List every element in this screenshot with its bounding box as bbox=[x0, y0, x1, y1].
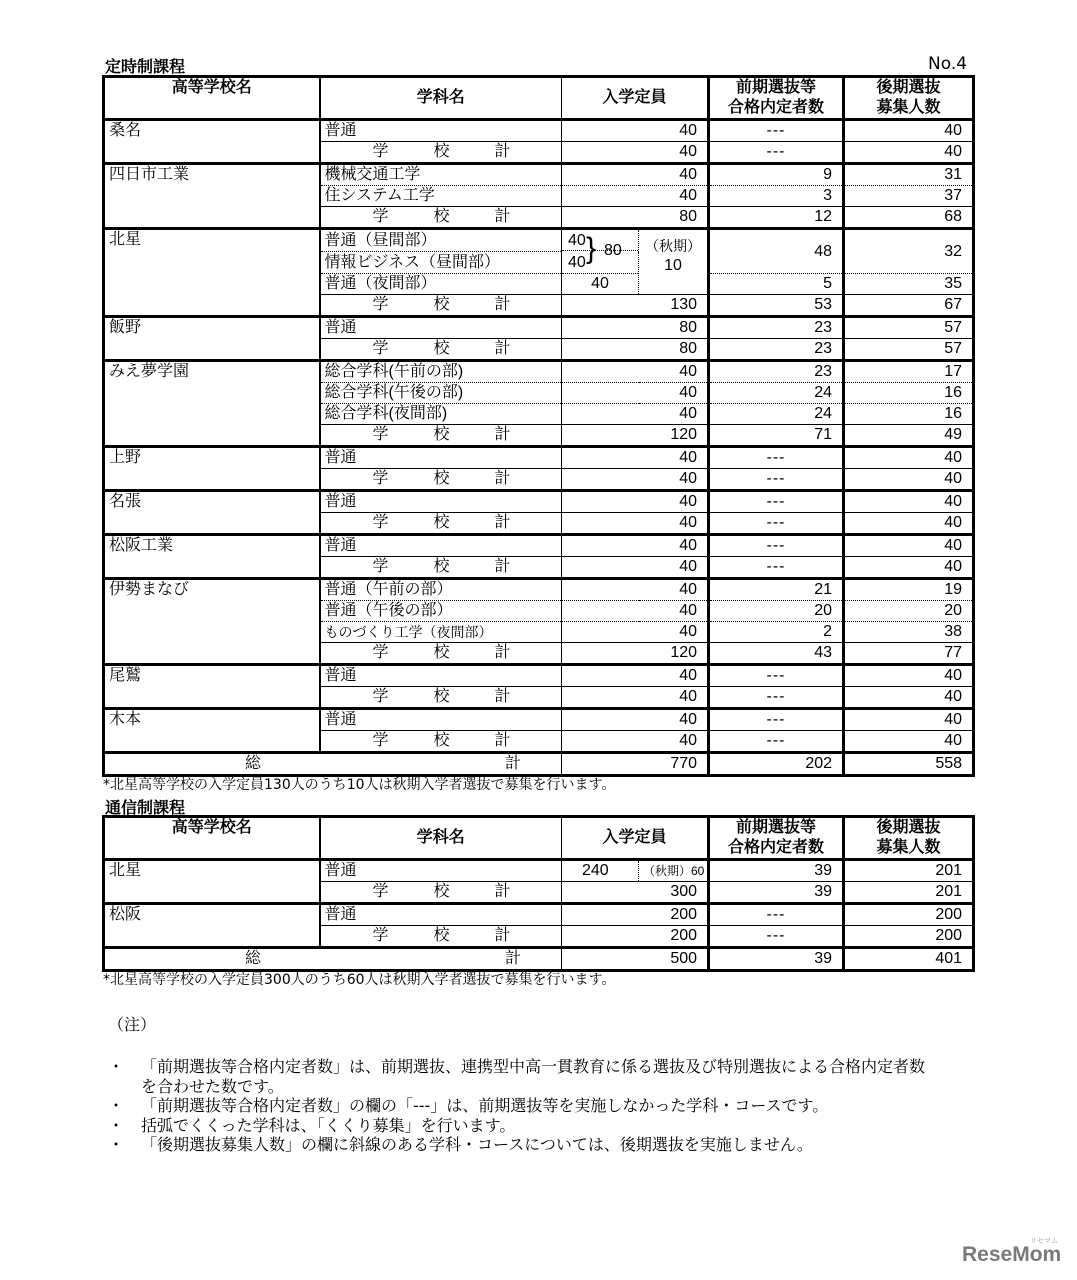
subtotal-label: 学校計 bbox=[320, 295, 562, 317]
brace-icon: } bbox=[586, 232, 597, 265]
table-row bbox=[104, 535, 974, 557]
early-value: 5 bbox=[709, 274, 844, 295]
late-value: 40 bbox=[844, 535, 974, 557]
subtotal-label: 学校計 bbox=[320, 882, 562, 904]
grand-total-label bbox=[104, 753, 562, 776]
autumn-capacity-cell bbox=[639, 229, 709, 295]
table-row bbox=[104, 579, 974, 601]
table-row bbox=[104, 904, 974, 926]
page-number: No.4 bbox=[928, 54, 968, 74]
dept-name: 普通 bbox=[320, 665, 562, 687]
late-value: 37 bbox=[844, 186, 974, 207]
subtotal-capacity: 40 bbox=[562, 142, 709, 164]
subtotal-early: --- bbox=[709, 687, 844, 709]
school-name: みえ夢学園 bbox=[104, 361, 320, 447]
dept-name: 普通 bbox=[320, 860, 562, 882]
header-late-line2: 募集人数 bbox=[876, 839, 941, 856]
early-value: --- bbox=[709, 709, 844, 731]
dept-name: 普通（午前の部） bbox=[320, 579, 562, 601]
table-row bbox=[104, 317, 974, 339]
late-value: 40 bbox=[844, 709, 974, 731]
resemom-logo: ReseMom bbox=[962, 1243, 1062, 1266]
school-name: 桑名 bbox=[104, 120, 320, 164]
subtotal-early: 12 bbox=[709, 207, 844, 229]
early-value: --- bbox=[709, 120, 844, 142]
header-dept: 学科名 bbox=[320, 817, 562, 860]
total-early: 39 bbox=[709, 948, 844, 971]
dept-name: 普通（昼間部） bbox=[320, 229, 562, 252]
subtotal-label: 学校計 bbox=[320, 557, 562, 579]
subtotal-capacity: 40 bbox=[562, 513, 709, 535]
dept-name: 普通 bbox=[320, 317, 562, 339]
table-row bbox=[104, 229, 974, 252]
school-name: 北星 bbox=[104, 860, 320, 904]
late-value: 201 bbox=[844, 860, 974, 882]
school-name: 木本 bbox=[104, 709, 320, 753]
school-name: 伊勢まなび bbox=[104, 579, 320, 665]
subtotal-early: --- bbox=[709, 557, 844, 579]
header-early-line1: 前期選抜等 bbox=[736, 79, 817, 96]
table-row bbox=[104, 164, 974, 186]
dept-name: 情報ビジネス（昼間部） bbox=[320, 252, 562, 274]
header-early bbox=[709, 817, 844, 860]
dept-name: 普通（夜間部） bbox=[320, 274, 562, 295]
school-name: 四日市工業 bbox=[104, 164, 320, 229]
late-value: 17 bbox=[844, 361, 974, 383]
late-value: 32 bbox=[844, 229, 974, 274]
total-label-right: 計 bbox=[505, 950, 522, 967]
subtotal-early: --- bbox=[709, 731, 844, 753]
subtotal-capacity: 40 bbox=[562, 731, 709, 753]
subtotal-label: 学校計 bbox=[320, 731, 562, 753]
late-value: 200 bbox=[844, 904, 974, 926]
bundle-capacity: 80 bbox=[604, 242, 622, 259]
total-label-right: 計 bbox=[505, 755, 522, 772]
autumn-capacity: （秋期）60 bbox=[639, 860, 709, 882]
subtotal-early: 39 bbox=[709, 882, 844, 904]
table-header-row bbox=[104, 77, 974, 120]
subtotal-late: 49 bbox=[844, 425, 974, 447]
total-label-left: 総 bbox=[245, 755, 262, 772]
note-item bbox=[108, 1135, 931, 1155]
subtotal-capacity: 120 bbox=[562, 643, 709, 665]
dept-name: 総合学科(午後の部) bbox=[320, 383, 562, 404]
note-text: 「前期選抜等合格内定者数」は、前期選抜、連携型中高一貫教育に係る選抜及び特別選抜による合格内定者数を合わせた数です。 bbox=[141, 1057, 926, 1096]
header-early-line1: 前期選抜等 bbox=[736, 819, 817, 836]
school-name: 松阪工業 bbox=[104, 535, 320, 579]
section-title-part-time: 定時制課程 bbox=[105, 57, 186, 76]
subtotal-early: 23 bbox=[709, 339, 844, 361]
capacity-value: 240 bbox=[562, 860, 639, 882]
header-dept: 学科名 bbox=[320, 77, 562, 120]
header-school: 高等学校名 bbox=[104, 77, 320, 120]
late-value: 20 bbox=[844, 601, 974, 622]
header-early-line2: 合格内定者数 bbox=[728, 99, 825, 116]
subtotal-label: 学校計 bbox=[320, 339, 562, 361]
dept-name: 普通 bbox=[320, 535, 562, 557]
table-header-row bbox=[104, 817, 974, 860]
capacity-value: 40 bbox=[562, 535, 709, 557]
early-value: 9 bbox=[709, 164, 844, 186]
header-late-line1: 後期選抜 bbox=[876, 79, 941, 96]
subtotal-early: --- bbox=[709, 513, 844, 535]
school-name: 名張 bbox=[104, 491, 320, 535]
early-value: --- bbox=[709, 904, 844, 926]
dept-name: 普通 bbox=[320, 447, 562, 469]
late-value: 40 bbox=[844, 491, 974, 513]
subtotal-capacity: 300 bbox=[562, 882, 709, 904]
subtotal-label: 学校計 bbox=[320, 207, 562, 229]
header-school: 高等学校名 bbox=[104, 817, 320, 860]
capacity-value: 200 bbox=[562, 904, 709, 926]
subtotal-capacity: 80 bbox=[562, 339, 709, 361]
capacity-value: 40 bbox=[562, 579, 709, 601]
header-late-line1: 後期選抜 bbox=[876, 819, 941, 836]
late-value: 40 bbox=[844, 665, 974, 687]
dept-name: 普通 bbox=[320, 709, 562, 731]
note-text: 括弧でくくった学科は、「くくり募集」を行います。 bbox=[141, 1115, 516, 1135]
school-name: 尾鷲 bbox=[104, 665, 320, 709]
subtotal-capacity: 40 bbox=[562, 557, 709, 579]
bullet-icon: ・ bbox=[108, 1135, 125, 1154]
dept-name: 総合学科(午前の部) bbox=[320, 361, 562, 383]
subtotal-early: 71 bbox=[709, 425, 844, 447]
capacity-value: 40 bbox=[562, 274, 639, 295]
subtotal-label: 学校計 bbox=[320, 926, 562, 948]
subtotal-late: 40 bbox=[844, 557, 974, 579]
late-value: 31 bbox=[844, 164, 974, 186]
subtotal-late: 40 bbox=[844, 731, 974, 753]
capacity-value: 40 bbox=[562, 404, 709, 425]
bullet-icon: ・ bbox=[108, 1115, 125, 1135]
grand-total-row bbox=[104, 948, 974, 971]
subtotal-late: 40 bbox=[844, 142, 974, 164]
late-value: 40 bbox=[844, 120, 974, 142]
early-value: 23 bbox=[709, 361, 844, 383]
header-late bbox=[844, 817, 974, 860]
subtotal-late: 200 bbox=[844, 926, 974, 948]
subtotal-early: --- bbox=[709, 142, 844, 164]
subtotal-late: 68 bbox=[844, 207, 974, 229]
school-name: 上野 bbox=[104, 447, 320, 491]
total-late: 401 bbox=[844, 948, 974, 971]
subtotal-capacity: 120 bbox=[562, 425, 709, 447]
early-value: --- bbox=[709, 535, 844, 557]
subtotal-label: 学校計 bbox=[320, 643, 562, 665]
total-capacity: 770 bbox=[562, 753, 709, 776]
capacity-value: 80 bbox=[562, 317, 709, 339]
table-row bbox=[104, 447, 974, 469]
dept-name: 普通 bbox=[320, 120, 562, 142]
note-text: 「後期選抜募集人数」の欄に斜線のある学科・コースについては、後期選抜を実施しません。 bbox=[141, 1135, 813, 1154]
capacity-value: 40 bbox=[562, 361, 709, 383]
capacity-value: 40 bbox=[562, 447, 709, 469]
subtotal-early: 43 bbox=[709, 643, 844, 665]
capacity-value: 40 bbox=[562, 601, 709, 622]
total-late: 558 bbox=[844, 753, 974, 776]
subtotal-capacity: 40 bbox=[562, 687, 709, 709]
subtotal-late: 40 bbox=[844, 469, 974, 491]
table-row bbox=[104, 860, 974, 882]
bullet-icon: ・ bbox=[108, 1057, 125, 1076]
subtotal-early: 53 bbox=[709, 295, 844, 317]
school-name: 北星 bbox=[104, 229, 320, 317]
dept-name: 普通 bbox=[320, 491, 562, 513]
note-text: 「前期選抜等合格内定者数」の欄の「---」は、前期選抜等を実施しなかった学科・コースです。 bbox=[141, 1096, 829, 1115]
school-name: 松阪 bbox=[104, 904, 320, 948]
early-value: 24 bbox=[709, 383, 844, 404]
note-item bbox=[108, 1116, 931, 1136]
capacity-value: 40 bbox=[562, 186, 709, 207]
table-row bbox=[104, 361, 974, 383]
subtotal-label: 学校計 bbox=[320, 425, 562, 447]
subtotal-late: 201 bbox=[844, 882, 974, 904]
school-name: 飯野 bbox=[104, 317, 320, 361]
footnote-correspondence: *北星高等学校の入学定員300人のうち60人は秋期入学者選抜で募集を行います。 bbox=[103, 972, 616, 988]
capacity-value: 40 bbox=[562, 383, 709, 404]
dept-name: 総合学科(夜間部) bbox=[320, 404, 562, 425]
early-value: --- bbox=[709, 491, 844, 513]
header-late-line2: 募集人数 bbox=[876, 99, 941, 116]
late-value: 16 bbox=[844, 383, 974, 404]
header-capacity: 入学定員 bbox=[562, 817, 709, 860]
early-value: 3 bbox=[709, 186, 844, 207]
table-row bbox=[104, 120, 974, 142]
total-early: 202 bbox=[709, 753, 844, 776]
late-value: 57 bbox=[844, 317, 974, 339]
subtotal-label: 学校計 bbox=[320, 687, 562, 709]
late-value: 40 bbox=[844, 447, 974, 469]
capacity-value: 40 bbox=[562, 164, 709, 186]
dept-name: 普通 bbox=[320, 904, 562, 926]
correspondence-table bbox=[102, 815, 975, 972]
header-early bbox=[709, 77, 844, 120]
subtotal-capacity: 80 bbox=[562, 207, 709, 229]
late-value: 35 bbox=[844, 274, 974, 295]
table-row bbox=[104, 491, 974, 513]
header-early-line2: 合格内定者数 bbox=[728, 839, 825, 856]
dept-name: 普通（午後の部） bbox=[320, 601, 562, 622]
early-value: 20 bbox=[709, 601, 844, 622]
note-item bbox=[108, 1057, 931, 1096]
subtotal-early: --- bbox=[709, 469, 844, 491]
capacity-value: 40 bbox=[568, 254, 586, 271]
capacity-value: 40 bbox=[562, 230, 638, 251]
dept-name: ものづくり工学（夜間部） bbox=[320, 622, 562, 643]
grand-total-row bbox=[104, 753, 974, 776]
early-value: 23 bbox=[709, 317, 844, 339]
subtotal-capacity: 130 bbox=[562, 295, 709, 317]
autumn-value: 10 bbox=[664, 257, 682, 274]
section-title-correspondence: 通信制課程 bbox=[105, 798, 186, 817]
header-capacity: 入学定員 bbox=[562, 77, 709, 120]
table-row bbox=[104, 665, 974, 687]
footnote-part-time: *北星高等学校の入学定員130人のうち10人は秋期入学者選抜で募集を行います。 bbox=[103, 777, 616, 793]
early-value: 39 bbox=[709, 860, 844, 882]
autumn-label: （秋期） bbox=[645, 238, 701, 254]
early-value: 2 bbox=[709, 622, 844, 643]
capacity-value: 40 bbox=[562, 120, 709, 142]
subtotal-early: --- bbox=[709, 926, 844, 948]
early-value: 24 bbox=[709, 404, 844, 425]
capacity-value: 40 bbox=[562, 491, 709, 513]
subtotal-late: 40 bbox=[844, 687, 974, 709]
dept-name: 機械交通工学 bbox=[320, 164, 562, 186]
early-value: --- bbox=[709, 447, 844, 469]
subtotal-capacity: 200 bbox=[562, 926, 709, 948]
header-late bbox=[844, 77, 974, 120]
subtotal-capacity: 40 bbox=[562, 469, 709, 491]
bullet-icon: ・ bbox=[108, 1096, 125, 1115]
capacity-value: 40 bbox=[562, 622, 709, 643]
subtotal-late: 57 bbox=[844, 339, 974, 361]
note-item bbox=[108, 1096, 931, 1116]
total-capacity: 500 bbox=[562, 948, 709, 971]
subtotal-late: 40 bbox=[844, 513, 974, 535]
notes-title: （注） bbox=[108, 1015, 157, 1034]
late-value: 16 bbox=[844, 404, 974, 425]
notes-list bbox=[108, 1057, 931, 1155]
late-value: 38 bbox=[844, 622, 974, 643]
subtotal-label: 学校計 bbox=[320, 142, 562, 164]
total-label-left: 総 bbox=[245, 950, 262, 967]
watermark-kana: リセマム bbox=[1030, 1237, 1058, 1245]
table-row bbox=[104, 709, 974, 731]
bundled-capacity-cell bbox=[562, 229, 639, 274]
subtotal-label: 学校計 bbox=[320, 513, 562, 535]
subtotal-late: 77 bbox=[844, 643, 974, 665]
part-time-table bbox=[102, 75, 975, 777]
late-value: 19 bbox=[844, 579, 974, 601]
early-value: 21 bbox=[709, 579, 844, 601]
grand-total-label bbox=[104, 948, 562, 971]
early-value: 48 bbox=[709, 229, 844, 274]
early-value: --- bbox=[709, 665, 844, 687]
capacity-value: 40 bbox=[562, 709, 709, 731]
subtotal-late: 67 bbox=[844, 295, 974, 317]
subtotal-label: 学校計 bbox=[320, 469, 562, 491]
capacity-value: 40 bbox=[562, 665, 709, 687]
dept-name: 住システム工学 bbox=[320, 186, 562, 207]
